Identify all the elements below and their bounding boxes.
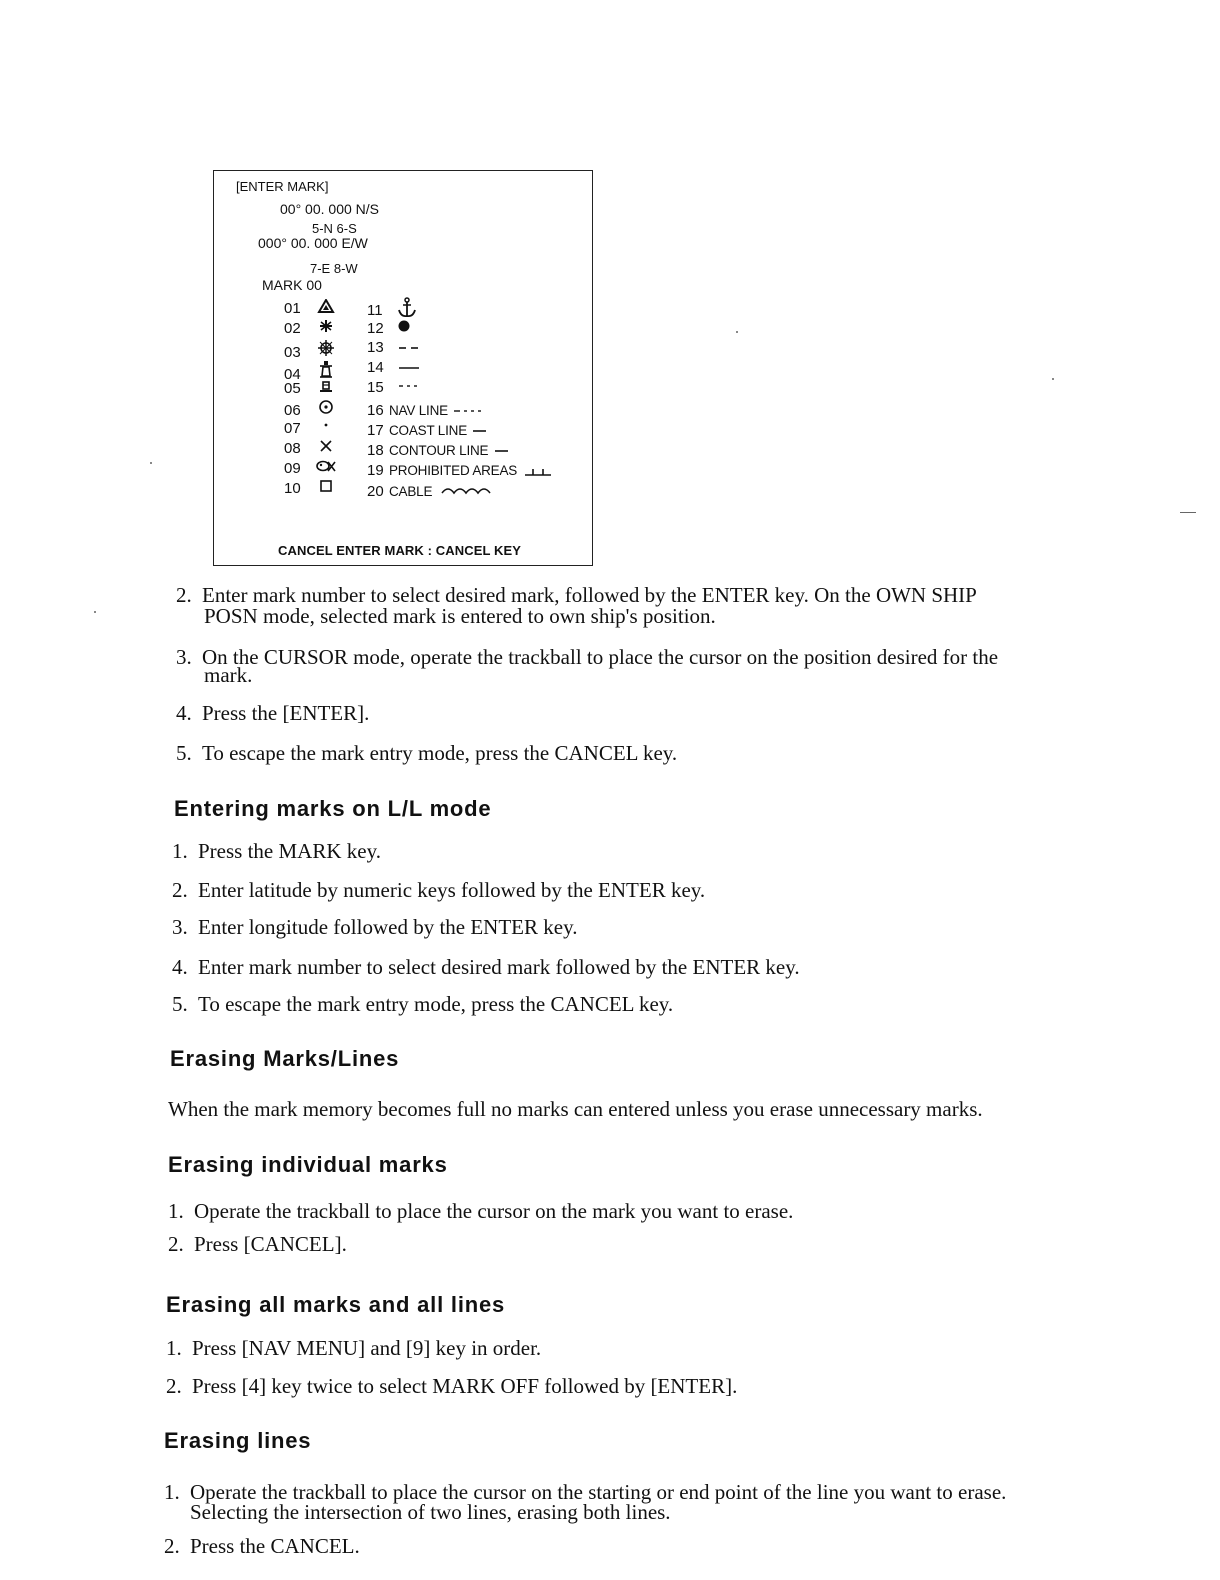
step-number: 1. — [172, 839, 188, 863]
step-number: 1. — [168, 1199, 184, 1223]
mark-number: 11 — [367, 302, 383, 319]
step-text: Operate the trackball to place the cursor on the mark you want to erase. — [194, 1199, 794, 1223]
mark-item-09 — [284, 459, 338, 478]
mark-item-14 — [367, 359, 423, 377]
mark-number: 13 — [367, 339, 384, 356]
list-item — [176, 742, 677, 765]
step-text: Press the MARK key. — [198, 839, 381, 863]
step-text: Enter mark number to select desired mark, followed by the ENTER key. On the OWN SHIP — [202, 583, 977, 607]
longitude-readout: 000° 00. 000 E/W — [258, 235, 368, 251]
cable-label: CABLE — [389, 484, 433, 499]
mark-item-07 — [284, 419, 338, 438]
list-item — [166, 1337, 541, 1360]
ns-key-hint: 5-N 6-S — [312, 221, 357, 236]
enter-mark-screen — [213, 170, 593, 566]
step-number: 2. — [166, 1374, 182, 1398]
dashed-line-icon — [397, 342, 423, 352]
x-icon — [314, 439, 338, 453]
mark-item-08 — [284, 439, 338, 458]
list-item — [176, 646, 998, 669]
scan-speck — [94, 611, 96, 613]
paragraph: When the mark memory becomes full no marks can entered unless you erase unnecessary marks. — [168, 1097, 983, 1121]
step-text: Enter mark number to select desired mark followed by the ENTER key. — [198, 955, 800, 979]
list-item — [168, 1233, 347, 1256]
mark-item-10 — [284, 479, 338, 498]
mark-number: 12 — [367, 320, 384, 337]
mark-number: 09 — [284, 460, 301, 477]
step-text: On the CURSOR mode, operate the trackball to place the cursor on the position desired for the — [202, 645, 999, 669]
ew-key-hint: 7-E 8-W — [310, 261, 358, 276]
step-number: 4. — [172, 955, 188, 979]
mark-number: 04 — [284, 366, 301, 383]
mark-item-11 — [367, 297, 417, 320]
section-heading-all: Erasing all marks and all lines — [166, 1292, 506, 1317]
mark-number: 19 — [367, 462, 384, 479]
cable-wave-icon — [436, 483, 506, 499]
section-heading-individual: Erasing individual marks — [168, 1152, 448, 1177]
latitude-readout: 00° 00. 000 N/S — [280, 201, 379, 217]
mark-item-18 — [367, 442, 511, 460]
list-item-continuation: mark. — [204, 663, 253, 687]
step-number: 3. — [176, 645, 192, 669]
mark-item-20 — [367, 483, 506, 501]
mark-number: 10 — [284, 480, 301, 497]
mark-number: 15 — [367, 379, 384, 396]
mark-number: 06 — [284, 402, 301, 419]
list-item-continuation: POSN mode, selected mark is entered to own ship's position. — [204, 604, 716, 628]
screen-title: [ENTER MARK] — [236, 179, 329, 194]
mark-item-17 — [367, 422, 489, 440]
cancel-hint: CANCEL ENTER MARK : CANCEL KEY — [278, 543, 522, 558]
mark-number: 02 — [284, 320, 301, 337]
section-heading-ll-mode: Entering marks on L/L mode — [174, 796, 492, 821]
step-text: Press the [ENTER]. — [202, 701, 370, 725]
dotted-line-icon — [397, 382, 423, 392]
mark-item-06 — [284, 399, 338, 420]
mark-number: 20 — [367, 483, 384, 500]
list-item — [172, 916, 577, 939]
mark-number: 16 — [367, 402, 384, 419]
fish-icon — [314, 459, 338, 473]
list-item — [172, 879, 705, 902]
mark-number: 07 — [284, 420, 301, 437]
circle-dot-icon — [314, 399, 338, 415]
step-text: Press the CANCEL. — [190, 1534, 360, 1558]
step-number: 5. — [172, 992, 188, 1016]
short-line-icon — [493, 445, 511, 455]
scan-speck — [736, 331, 738, 333]
prohibited-line-icon — [521, 463, 555, 479]
mark-item-19 — [367, 462, 555, 480]
step-number: 4. — [176, 701, 192, 725]
list-item — [176, 702, 369, 725]
short-line-icon — [471, 425, 489, 435]
mark-number-label: MARK 00 — [262, 277, 322, 293]
step-text: Press [CANCEL]. — [194, 1232, 347, 1256]
step-number: 2. — [176, 583, 192, 607]
mark-number: 01 — [284, 300, 301, 317]
cross-star-icon — [314, 319, 338, 333]
buoy-icon — [314, 339, 338, 357]
step-text: Press [4] key twice to select MARK OFF followed by [ENTER]. — [192, 1374, 738, 1398]
nav-line-label: NAV LINE — [389, 403, 448, 418]
small-dot-icon — [314, 419, 338, 433]
mark-number: 14 — [367, 359, 384, 376]
step-number: 1. — [166, 1336, 182, 1360]
step-text: Operate the trackball to place the cursor on the starting or end point of the line you want to erase. — [190, 1480, 1007, 1504]
mark-number: 18 — [367, 442, 384, 459]
mark-number: 17 — [367, 422, 384, 439]
mark-item-12 — [367, 319, 411, 338]
lighthouse-icon — [314, 359, 338, 379]
mark-number: 03 — [284, 344, 301, 361]
scan-speck — [150, 462, 152, 464]
list-item-continuation: Selecting the intersection of two lines, erasing both lines. — [190, 1500, 671, 1524]
list-item — [172, 840, 381, 863]
step-text: Press [NAV MENU] and [9] key in order. — [192, 1336, 542, 1360]
list-item — [172, 993, 673, 1016]
step-text: To escape the mark entry mode, press the CANCEL key. — [198, 992, 674, 1016]
list-item — [166, 1375, 737, 1398]
list-item — [172, 956, 800, 979]
mark-number: 05 — [284, 380, 301, 397]
coast-line-label: COAST LINE — [389, 423, 468, 438]
mark-number: 08 — [284, 440, 301, 457]
step-number: 2. — [164, 1534, 180, 1558]
section-heading-lines: Erasing lines — [164, 1428, 312, 1453]
wreck-icon — [314, 379, 338, 393]
step-text: Enter longitude followed by the ENTER key. — [198, 915, 578, 939]
mark-item-15 — [367, 379, 423, 397]
section-heading-erasing: Erasing Marks/Lines — [170, 1046, 400, 1071]
solid-line-icon — [397, 362, 423, 372]
step-number: 2. — [172, 878, 188, 902]
list-item — [164, 1535, 360, 1558]
step-number: 5. — [176, 741, 192, 765]
mark-item-05 — [284, 379, 338, 398]
contour-line-label: CONTOUR LINE — [389, 443, 489, 458]
step-text: To escape the mark entry mode, press the CANCEL key. — [202, 741, 678, 765]
step-number: 3. — [172, 915, 188, 939]
prohibited-areas-label: PROHIBITED AREAS — [389, 463, 518, 478]
filled-circle-icon — [397, 319, 411, 333]
list-item — [168, 1200, 793, 1223]
step-text: Enter latitude by numeric keys followed by the ENTER key. — [198, 878, 706, 902]
triangle-flag-icon — [314, 299, 338, 313]
square-icon — [314, 479, 338, 493]
step-number: 1. — [164, 1480, 180, 1504]
dash-dot-line-icon — [452, 405, 486, 415]
mark-item-02 — [284, 319, 338, 338]
scan-speck — [1180, 512, 1196, 513]
step-number: 2. — [168, 1232, 184, 1256]
mark-item-01 — [284, 299, 338, 318]
anchor-icon — [397, 297, 417, 319]
mark-item-13 — [367, 339, 423, 357]
mark-item-16 — [367, 402, 486, 420]
scan-speck — [1052, 378, 1054, 380]
